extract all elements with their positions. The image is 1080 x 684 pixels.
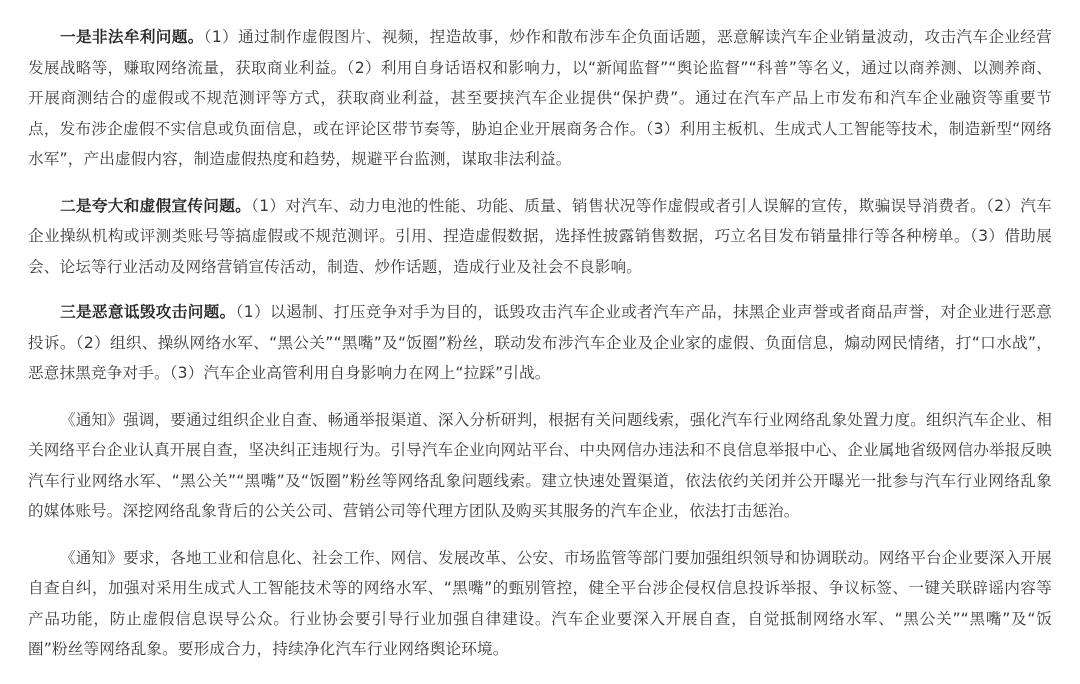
paragraph-malicious-attack bbox=[28, 297, 1052, 389]
paragraph-heading: 一是非法牟利问题。 bbox=[60, 28, 204, 46]
paragraph-illegal-profit bbox=[28, 22, 1052, 175]
paragraph-false-advertising bbox=[28, 191, 1052, 283]
paragraph-notice-emphasis bbox=[28, 405, 1052, 527]
paragraph-text: 《通知》要求，各地工业和信息化、社会工作、网信、发展改革、公安、市场监管等部门要加强组织领导和协调联动。网络平台企业要深入开展自查自纠，加强对采用生成式人工智能技术等的网络水军、“黑嘴”的甄别管控，健全平台涉企侵权信息投诉举报、争议标签、一键关联辟谣内容等产品功能，防止虚假信息误导公众。行业协会要引导行业加强自律建设。汽车企业要深入开展自查，自觉抵制网络水军、“黑公关”“黑嘴”及“饭圈”粉丝等网络乱象。要形成合力，持续净化汽车行业网络舆论环境。 bbox=[28, 548, 1052, 658]
paragraph-text: （1）对汽车、动力电池的性能、功能、质量、销售状况等作虚假或者引人误解的宣传，欺骗误导消费者。（2）汽车企业操纵机构或评测类账号等搞虚假或不规范测评。引用、捏造虚假数据，选择性披露销售数据，巧立名目发布销量排行等各种榜单。（3）借助展会、论坛等行业活动及网络营销宣传活动，制造、炒作话题，造成行业及社会不良影响。 bbox=[28, 196, 1052, 276]
paragraph-heading: 二是夸大和虚假宣传问题。 bbox=[60, 196, 252, 215]
paragraph-notice-requirements bbox=[28, 543, 1052, 665]
paragraph-text: （1）通过制作虚假图片、视频，捏造故事，炒作和散布涉车企负面话题，恶意解读汽车企业销量波动，攻击汽车企业经营发展战略等，赚取网络流量，获取商业利益。（2）利用自身话语权和影响力，以“新闻监督”“舆论监督”“科普”等名义，通过以商养测、以测养商、开展商测结合的虚假或不规范测评等方式，获取商业利益，甚至要挟汽车企业提供“保护费”。通过在汽车产品上市发布和汽车企业融资等重要节点，发布涉企虚假不实信息或负面信息，或在评论区带节奏等，胁迫企业开展商务合作。（3）利用主板机、生成式人工智能等技术，制造新型“网络水军”，产出虚假内容，制造虚假热度和趋势，规避平台监测，谋取非法利益。 bbox=[28, 28, 1052, 168]
paragraph-text: 《通知》强调，要通过组织企业自查、畅通举报渠道、深入分析研判，根据有关问题线索，强化汽车行业网络乱象处置力度。组织汽车企业、相关网络平台企业认真开展自查，坚决纠正违规行为。引导汽车企业向网站平台、中央网信办违法和不良信息举报中心、企业属地省级网信办举报反映汽车行业网络水军、“黑公关”“黑嘴”及“饭圈”粉丝等网络乱象问题线索。建立快速处置渠道，依法依约关闭并公开曝光一批参与汽车行业网络乱象的媒体账号。深挖网络乱象背后的公关公司、营销公司等代理方团队及购买其服务的汽车企业，依法打击惩治。 bbox=[28, 410, 1052, 520]
paragraph-heading: 三是恶意诋毁攻击问题。 bbox=[60, 303, 236, 321]
paragraph-text: （1）以遏制、打压竞争对手为目的，诋毁攻击汽车企业或者汽车产品，抹黑企业声誉或者商品声誉，对企业进行恶意投诉。（2）组织、操纵网络水军、“黑公关”“黑嘴”及“饭圈”粉丝，联动发布涉汽车企业及企业家的虚假、负面信息，煽动网民情绪，打“口水战”，恶意抹黑竞争对手。（3）汽车企业高管利用自身影响力在网上“拉踩”引战。 bbox=[28, 303, 1053, 382]
